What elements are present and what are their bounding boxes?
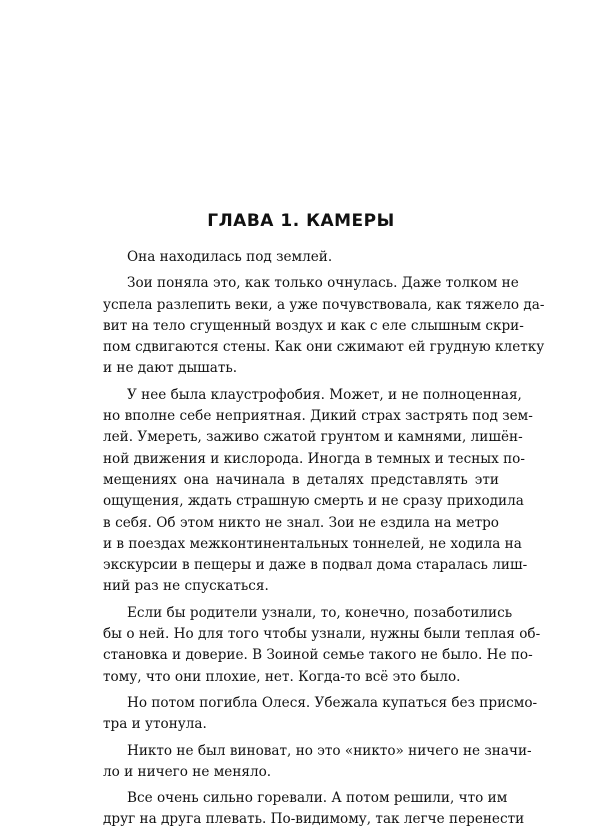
text-line: тому, что они плохие, нет. Когда-то всё это было. bbox=[103, 668, 461, 685]
text-line: и не дают дышать. bbox=[103, 360, 238, 377]
text-line: бы о ней. Но для того чтобы узнали, нужны были теплая об- bbox=[103, 626, 541, 643]
text-line: становка и доверие. В Зоиной семье такого не было. Не по- bbox=[103, 647, 533, 664]
paragraph bbox=[103, 273, 545, 379]
chapter-body bbox=[103, 247, 545, 836]
text-line: мещениях она начинала в деталях представлять эти bbox=[103, 471, 499, 488]
text-line: У нее была клаустрофобия. Может, и не полноценная, bbox=[127, 386, 522, 403]
text-line: успела разлепить веки, а уже почувствовала, как тяжело да- bbox=[103, 296, 545, 313]
text-line: в себя. Об этом никто не знал. Зои не ездила на метро bbox=[103, 514, 499, 531]
text-line: ной движения и кислорода. Иногда в темных и тесных по- bbox=[103, 450, 525, 467]
text-line: Она находилась под землей. bbox=[127, 249, 333, 265]
text-line: Никто не был виноват, но это «никто» ничего не значи- bbox=[127, 742, 532, 759]
text-line: вит на тело сгущенный воздух и как с еле слышным скри- bbox=[103, 317, 524, 334]
paragraph bbox=[103, 247, 499, 268]
text-line: друг на друга плевать. По-видимому, так легче перенести bbox=[103, 811, 525, 828]
text-line: пом сдвигаются стены. Как они сжимают ей грудную клетку bbox=[103, 339, 545, 356]
paragraph bbox=[103, 788, 525, 831]
text-line: ло и ничего не меняло. bbox=[103, 763, 272, 780]
text-line: и в поездах межконтинентальных тоннелей, не ходила на bbox=[103, 535, 522, 552]
text-line: Зои поняла это, как только очнулась. Даже толком не bbox=[127, 275, 519, 292]
text-line: Все очень сильно горевали. А потом решили, что им bbox=[127, 790, 508, 807]
paragraph bbox=[103, 603, 541, 688]
text-line: ощущения, ждать страшную смерть и не сразу приходила bbox=[103, 493, 524, 510]
text-line: Если бы родители узнали, то, конечно, позаботились bbox=[127, 604, 513, 621]
paragraph bbox=[103, 693, 538, 736]
text-line: экскурсии в пещеры и даже в подвал дома старалась лиш- bbox=[103, 557, 528, 574]
text-line: лей. Умереть, заживо сжатой грунтом и камнями, лишён- bbox=[103, 429, 523, 446]
text-line: ний раз не спускаться. bbox=[103, 578, 269, 595]
text-line: но вполне себе неприятная. Дикий страх застрять под зем- bbox=[103, 408, 533, 425]
chapter-title: ГЛАВА 1. КАМЕРЫ bbox=[207, 211, 395, 231]
paragraph bbox=[103, 741, 532, 784]
paragraph bbox=[103, 385, 533, 598]
text-line: Но потом погибла Олеся. Убежала купаться без присмо- bbox=[127, 694, 538, 711]
text-line: тра и утонула. bbox=[103, 716, 207, 733]
